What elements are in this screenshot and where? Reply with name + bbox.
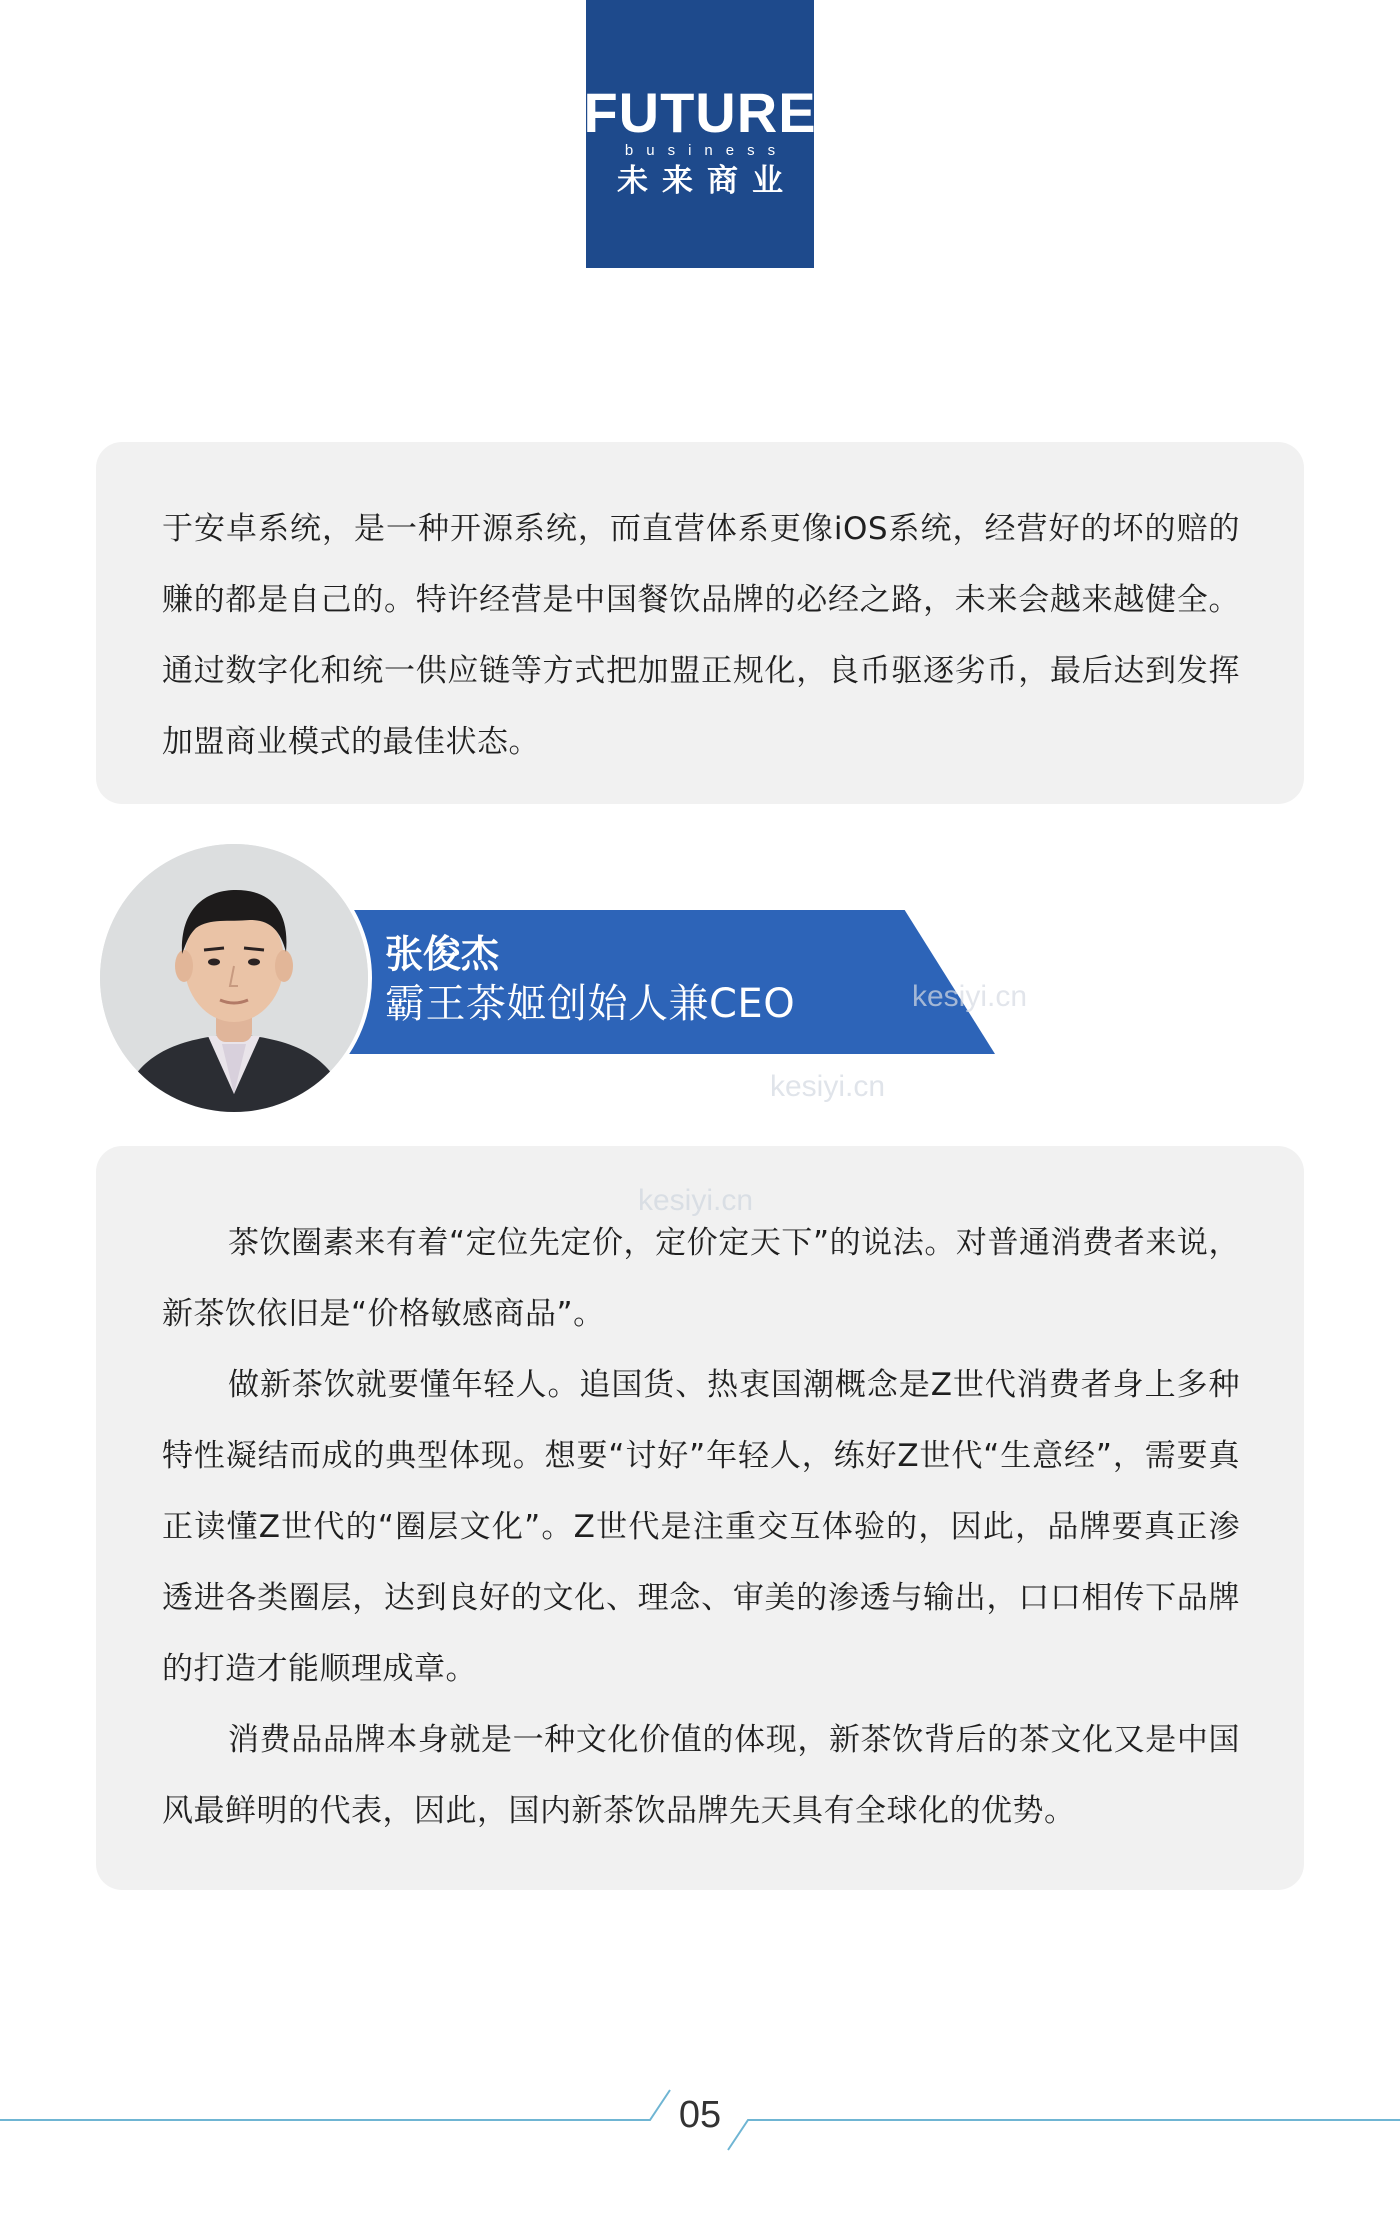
- watermark: kesiyi.cn: [912, 980, 1028, 1013]
- speaker-name: 张俊杰: [385, 932, 500, 976]
- brand-logo: [583, 0, 817, 268]
- speaker-banner: [0, 840, 1400, 1120]
- watermark: kesiyi.cn: [770, 1070, 886, 1103]
- quote-card-top: [96, 442, 1304, 804]
- quote-card-bottom: [96, 1146, 1304, 1890]
- person-portrait-icon: [100, 844, 368, 1112]
- paragraph: 于安卓系统，是一种开源系统，而直营体系更像iOS系统，经营好的坏的赔的赚的都是自己的。特许经营是中国餐饮品牌的必经之路，未来会越来越健全。通过数字化和统一供应链等方式把加盟正规化，良币驱逐劣币，最后达到发挥加盟商业模式的最佳状态。: [162, 511, 1240, 760]
- paragraph: 消费品品牌本身就是一种文化价值的体现，新茶饮背后的茶文化又是中国风最鲜明的代表，因此，国内新茶饮品牌先天具有全球化的优势。: [162, 1722, 1240, 1829]
- speaker-title: 霸王茶姬创始人兼CEO: [385, 981, 796, 1027]
- watermark: kesiyi.cn: [638, 1184, 754, 1217]
- paragraph: 茶饮圈素来有着“定位先定价，定价定天下”的说法。对普通消费者来说，新茶饮依旧是“价格敏感商品”。: [162, 1225, 1240, 1332]
- page-number: 05: [678, 2094, 722, 2136]
- page-footer: [0, 2080, 1400, 2160]
- logo-chinese-name: 未来商业: [617, 162, 797, 199]
- logo-wordmark: FUTURE: [583, 81, 817, 145]
- paragraph: 做新茶饮就要懂年轻人。追国货、热衷国潮概念是Z世代消费者身上多种特性凝结而成的典型体现。想要“讨好”年轻人，练好Z世代“生意经”，需要真正读懂Z世代的“圈层文化”。Z世代是注重交互体验的，因此，品牌要真正渗透进各类圈层，达到良好的文化、理念、审美的渗透与输出，口口相传下品牌的打造才能顺理成章。: [162, 1367, 1240, 1687]
- logo-subtitle: business: [624, 142, 789, 160]
- speaker-avatar: [96, 840, 372, 1116]
